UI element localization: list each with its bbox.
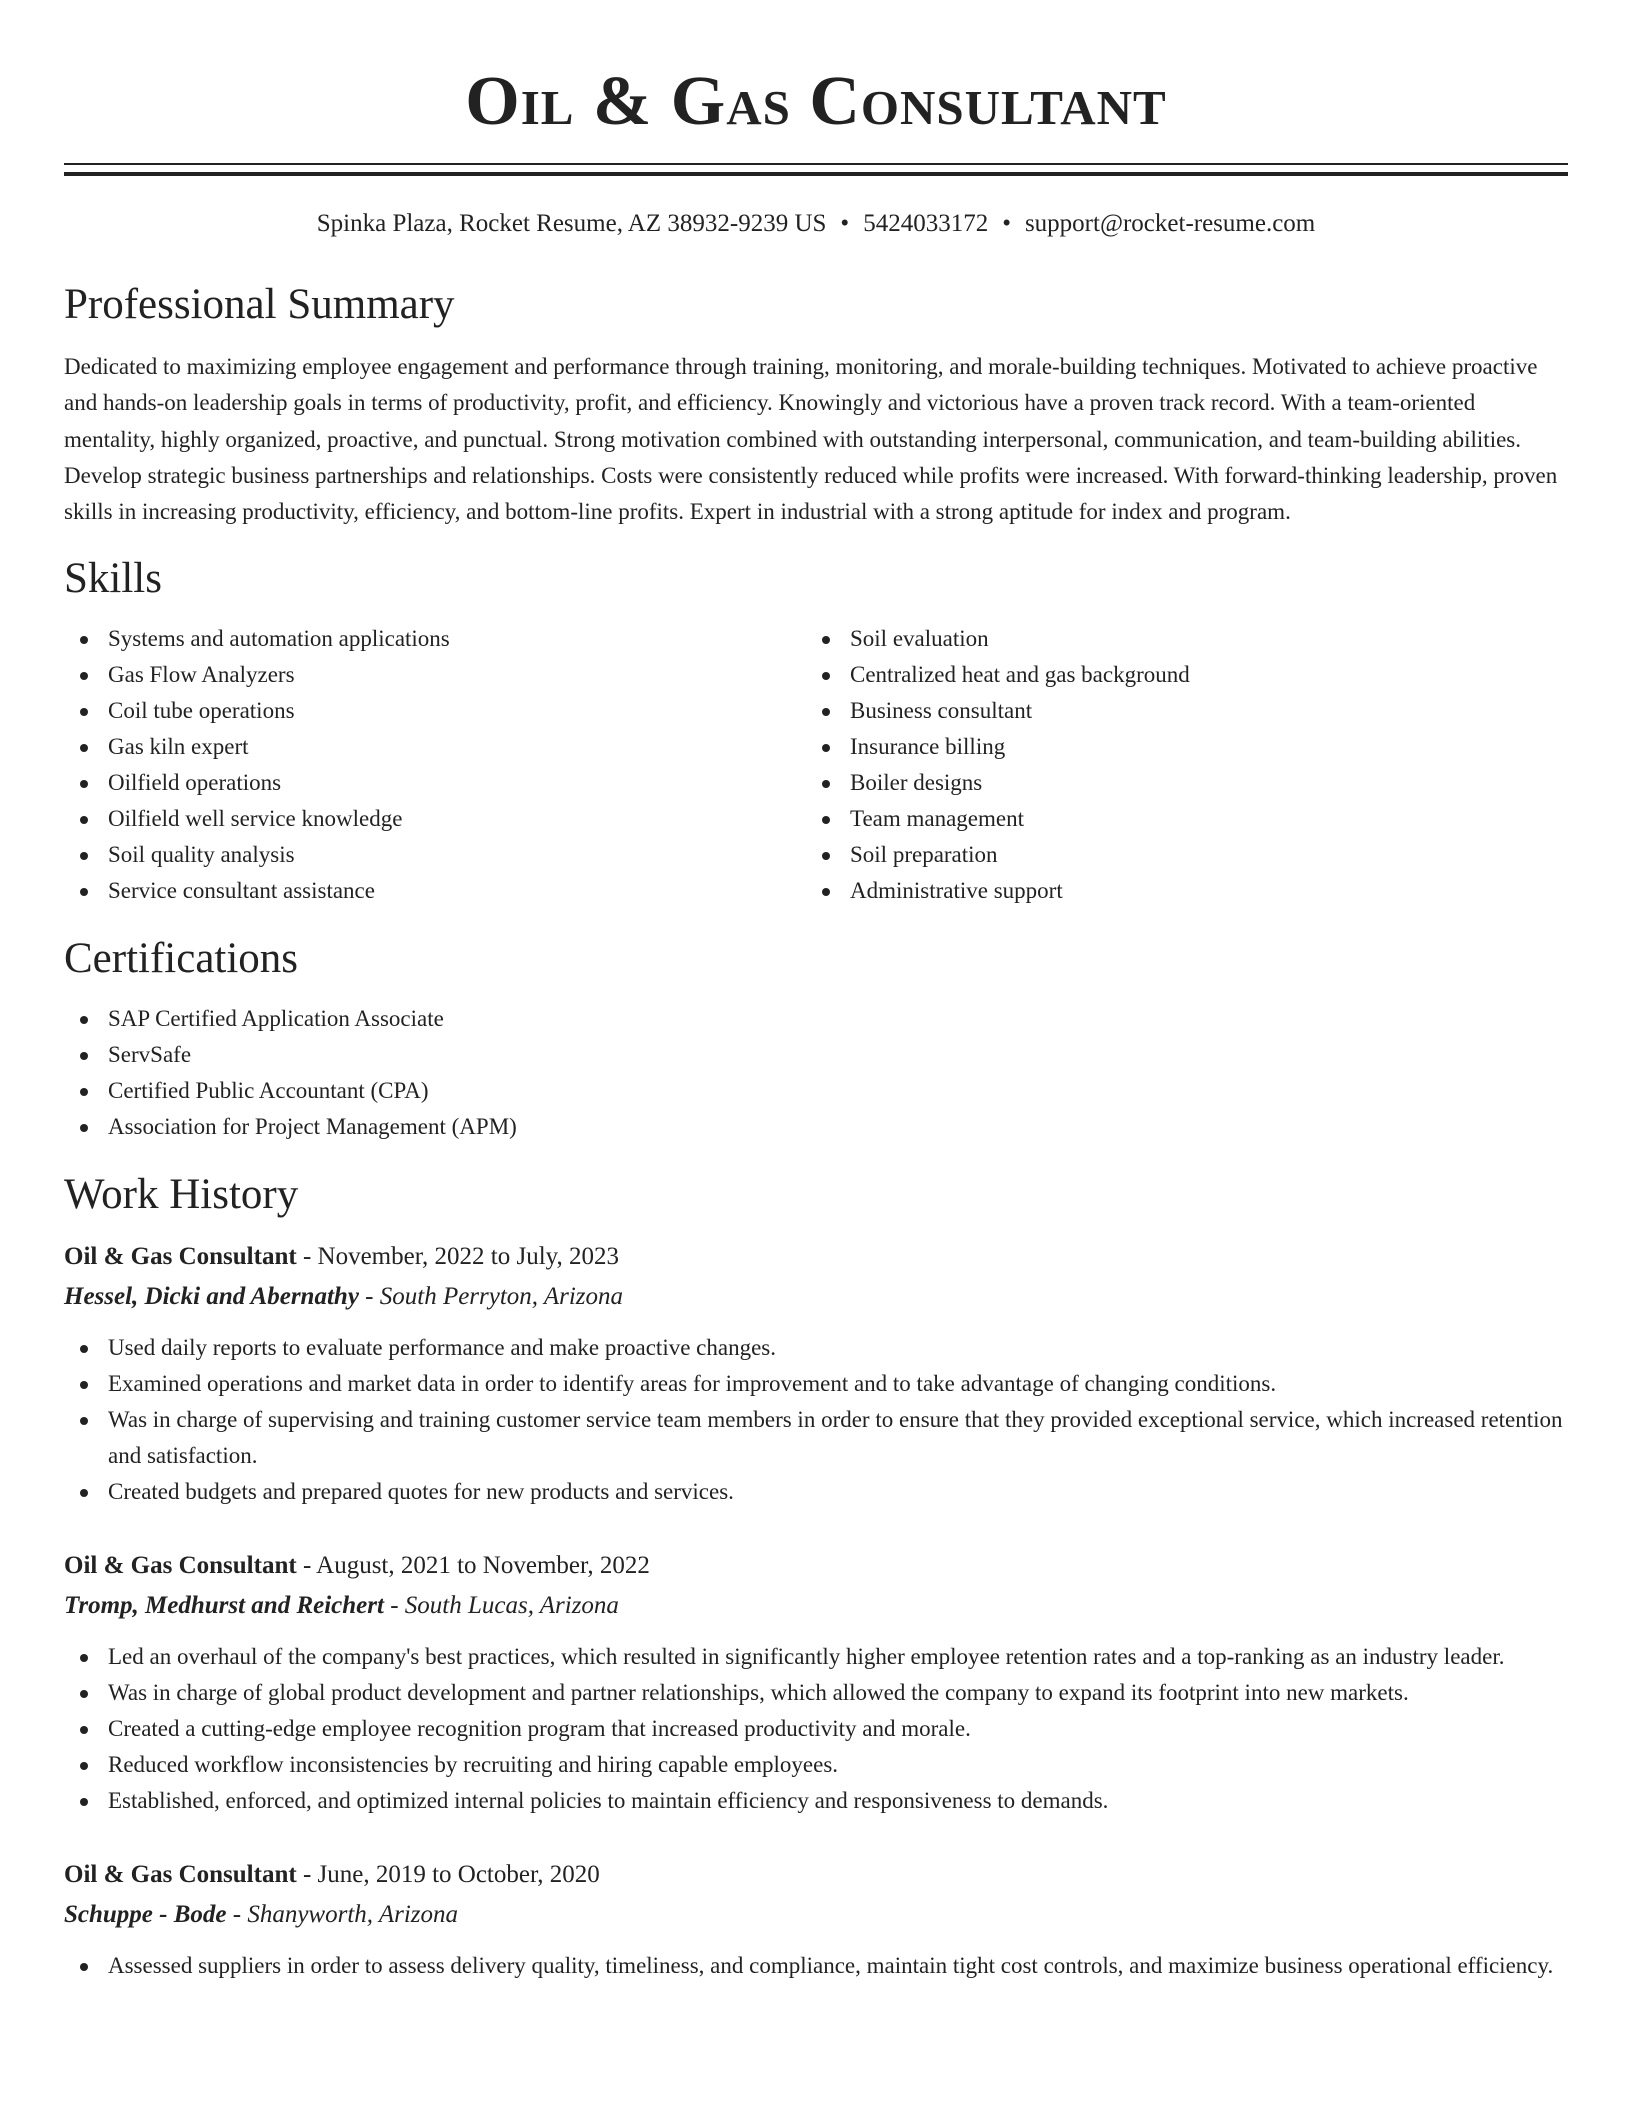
job-bullet: Used daily reports to evaluate performance and make proactive changes. [64, 1330, 1568, 1366]
job-company-line [64, 1897, 1568, 1933]
skill-item: Administrative support [806, 873, 1548, 909]
job-bullet: Established, enforced, and optimized internal policies to maintain efficiency and responsiveness to demands. [64, 1783, 1568, 1819]
job-company: Schuppe - Bode [64, 1901, 227, 1929]
skill-item: Soil preparation [806, 837, 1548, 873]
job-entry [64, 1548, 1568, 1819]
job-bullet: Was in charge of global product development and partner relationships, which allowed the company to expand its footprint into new markets. [64, 1675, 1568, 1711]
job-bullet: Created budgets and prepared quotes for new products and services. [64, 1474, 1568, 1510]
skill-item: Team management [806, 801, 1548, 837]
job-title: Oil & Gas Consultant [64, 1243, 297, 1271]
job-company: Hessel, Dicki and Abernathy [64, 1283, 359, 1311]
job-company: Tromp, Medhurst and Reichert [64, 1592, 384, 1620]
skill-item: Service consultant assistance [64, 873, 806, 909]
summary-text: Dedicated to maximizing employee engagement and performance through training, monitoring, and morale-building techniques. Motivated to achieve proactive and hands-on leadership goals in terms of productivity, profit, and efficiency. Knowingly and victorious have a proven track record. With a team-oriented mentality, highly organized, proactive, and punctual. Strong motivation combined with outstanding interpersonal, communication, and team-building abilities. Develop strategic business partnerships and relationships. Costs were consistently reduced while profits were increased. With forward-thinking leadership, proven skills in increasing productivity, efficiency, and bottom-line profits. Expert in industrial with a strong aptitude for index and program. [64, 354, 1558, 525]
contact-address: Spinka Plaza, Rocket Resume, AZ 38932-9239 US [316, 210, 827, 237]
job-location: - Shanyworth, Arizona [226, 1901, 458, 1929]
skill-item: Soil evaluation [806, 621, 1548, 657]
job-dates: - November, 2022 to July, 2023 [296, 1243, 620, 1271]
skills-left-list [64, 621, 806, 909]
title-divider-thick [64, 172, 1568, 176]
job-bullet: Reduced workflow inconsistencies by recruiting and hiring capable employees. [64, 1747, 1568, 1783]
job-bullet: Examined operations and market data in order to identify areas for improvement and to take advantage of changing conditions. [64, 1366, 1568, 1402]
resume-page [64, 0, 1568, 1984]
job-title-line [64, 1239, 1568, 1275]
work-history-heading: Work History [64, 1171, 299, 1219]
skill-item: Business consultant [806, 693, 1548, 729]
job-entry [64, 1239, 1568, 1510]
skills-heading: Skills [64, 555, 162, 603]
certification-item: Certified Public Accountant (CPA) [64, 1073, 1568, 1109]
job-bullet: Was in charge of supervising and training customer service team members in order to ensure that they provided exceptional service, which increased retention and satisfaction. [64, 1402, 1568, 1474]
job-bullet: Led an overhaul of the company's best practices, which resulted in significantly higher employee retention rates and a top-ranking as an industry leader. [64, 1639, 1568, 1675]
job-company-line [64, 1588, 1568, 1624]
skill-item: Soil quality analysis [64, 837, 806, 873]
job-title-line [64, 1857, 1568, 1893]
skill-item: Oilfield operations [64, 765, 806, 801]
job-dates: - June, 2019 to October, 2020 [296, 1861, 600, 1889]
job-dates: - August, 2021 to November, 2022 [296, 1552, 650, 1580]
contact-email: support@rocket-resume.com [1024, 210, 1316, 237]
certification-item: SAP Certified Application Associate [64, 1001, 1568, 1037]
resume-title: Oil & Gas Consultant [465, 63, 1167, 140]
job-bullet-list [64, 1330, 1568, 1510]
contact-separator: • [1002, 210, 1011, 237]
certifications-list [64, 1001, 1568, 1145]
job-title-line [64, 1548, 1568, 1584]
summary-heading: Professional Summary [64, 281, 455, 328]
skill-item: Boiler designs [806, 765, 1548, 801]
contact-line [64, 209, 1568, 239]
skill-item: Insurance billing [806, 729, 1548, 765]
job-company-line [64, 1279, 1568, 1315]
job-title: Oil & Gas Consultant [64, 1861, 297, 1889]
skill-item: Oilfield well service knowledge [64, 801, 806, 837]
skill-item: Gas Flow Analyzers [64, 657, 806, 693]
job-bullet-list [64, 1639, 1568, 1819]
skills-right-list [806, 621, 1548, 909]
job-title: Oil & Gas Consultant [64, 1552, 297, 1580]
skill-item: Centralized heat and gas background [806, 657, 1548, 693]
job-bullet: Assessed suppliers in order to assess delivery quality, timeliness, and compliance, maintain tight cost controls, and maximize business operational efficiency. [64, 1948, 1568, 1984]
certification-item: ServSafe [64, 1037, 1568, 1073]
certification-item: Association for Project Management (APM) [64, 1109, 1568, 1145]
title-divider-thin [64, 163, 1568, 165]
job-entry [64, 1857, 1568, 1984]
skill-item: Gas kiln expert [64, 729, 806, 765]
certifications-heading: Certifications [64, 935, 299, 983]
job-bullet-list [64, 1948, 1568, 1984]
job-location: - South Perryton, Arizona [358, 1283, 624, 1311]
contact-phone: 5424033172 [863, 210, 989, 237]
contact-separator: • [840, 210, 850, 237]
job-bullet: Created a cutting-edge employee recognition program that increased productivity and morale. [64, 1711, 1568, 1747]
skills-columns [64, 621, 1568, 909]
skill-item: Systems and automation applications [64, 621, 806, 657]
job-location: - South Lucas, Arizona [383, 1592, 619, 1620]
skill-item: Coil tube operations [64, 693, 806, 729]
